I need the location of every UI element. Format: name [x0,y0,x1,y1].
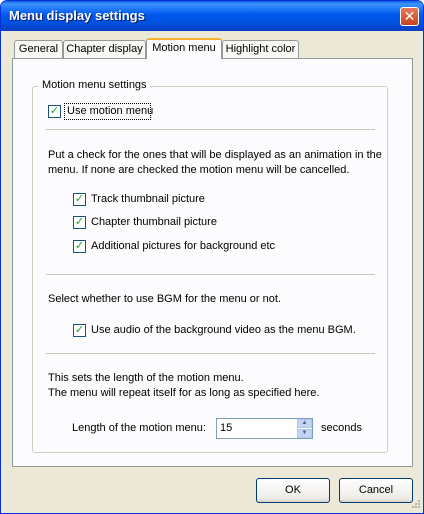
tab-label: General [18,43,59,55]
additional-pictures-label[interactable]: Additional pictures for background etc [91,240,276,252]
cancel-button[interactable]: Cancel [339,478,413,503]
checkmark-icon: ✓ [74,193,85,205]
use-bgm-label[interactable]: Use audio of the background video as the menu BGM. [91,324,356,336]
track-thumbnail-checkbox[interactable] [73,193,86,206]
title-bar[interactable] [1,1,424,31]
chapter-thumbnail-label[interactable]: Chapter thumbnail picture [91,216,217,228]
ok-button[interactable]: OK [256,478,330,503]
checkmark-icon: ✓ [49,105,60,117]
tab-label: Motion menu [152,42,216,54]
tab-highlight-color[interactable] [222,40,299,59]
track-thumbnail-label[interactable]: Track thumbnail picture [91,193,205,205]
down-arrow-icon: ▼ [301,430,308,436]
tab-general[interactable] [14,40,63,59]
checkmark-icon: ✓ [74,324,85,336]
tab-chapter-display[interactable] [63,40,146,59]
additional-pictures-checkbox[interactable] [73,240,86,253]
bgm-description: Select whether to use BGM for the menu or not. [48,293,281,305]
separator [46,353,375,355]
up-arrow-icon: ▲ [301,420,308,426]
chapter-thumbnail-checkbox[interactable] [73,216,86,229]
resize-grip-icon[interactable] [409,499,421,511]
separator [46,129,375,131]
use-motion-menu-label[interactable]: Use motion menu [67,105,154,117]
spin-down-button[interactable] [297,429,312,438]
length-unit-label: seconds [321,422,362,434]
window-title: Menu display settings [9,8,145,23]
checkmark-icon: ✓ [74,240,85,252]
use-bgm-checkbox[interactable] [73,324,86,337]
separator [46,274,375,276]
length-label: Length of the motion menu: [72,422,206,434]
group-title: Motion menu settings [39,79,150,91]
length-description: This sets the length of the motion menu. The menu will repeat itself for as long as specified here. [48,372,320,399]
spin-up-button[interactable] [297,419,312,428]
tab-label: Chapter display [66,43,143,55]
tab-label: Highlight color [225,43,296,55]
close-button[interactable] [400,7,419,26]
tab-motion-menu[interactable] [146,38,222,59]
use-motion-menu-checkbox[interactable] [48,105,61,118]
close-icon: ✕ [403,8,416,24]
length-spinbox[interactable] [216,418,313,439]
length-input[interactable] [220,419,292,438]
animation-description: Put a check for the ones that will be displayed as an animation in the menu. If none are checked the motion menu will be cancelled. [48,149,382,176]
checkmark-icon: ✓ [74,216,85,228]
